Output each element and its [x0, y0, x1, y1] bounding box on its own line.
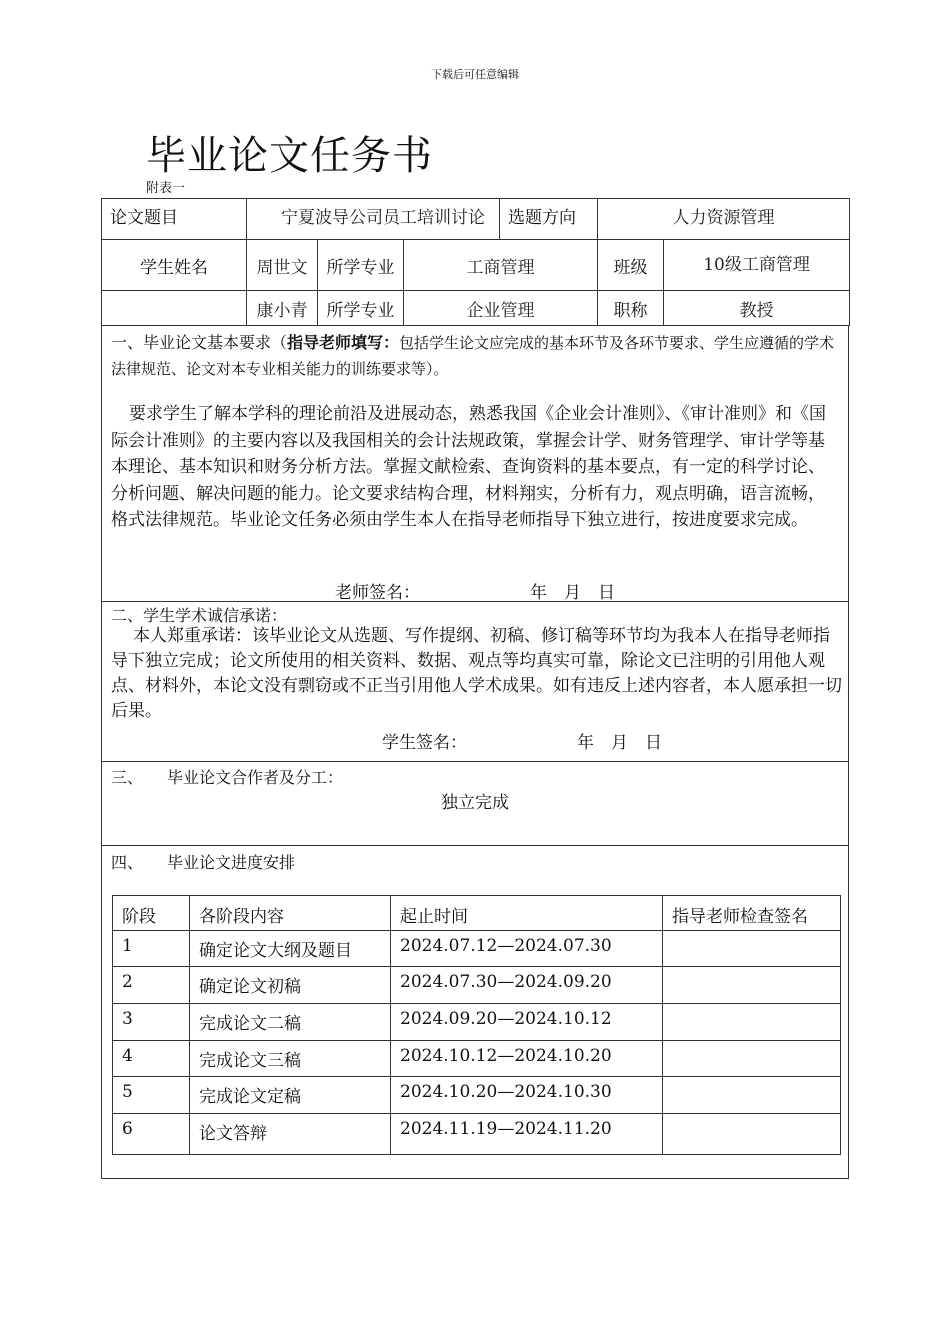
info-row-advisor	[102, 291, 850, 326]
info-table	[101, 198, 850, 326]
direction-value: 人力资源管理	[598, 199, 850, 240]
schedule-header-row	[113, 896, 841, 931]
stage-signature-cell	[663, 967, 841, 1004]
class-label: 班级	[598, 240, 664, 291]
info-row-title	[102, 199, 850, 240]
thesis-title-value: 宁夏波导公司员工培训讨论	[247, 199, 500, 240]
stage-signature-cell	[663, 931, 841, 967]
schedule-table	[112, 895, 841, 1155]
student-name-value: 周世文	[247, 240, 318, 291]
stage-number: 2	[113, 967, 190, 1004]
column-header-stage: 阶段	[113, 896, 190, 931]
teacher-signature-date: 年 月 日	[530, 583, 615, 603]
document-title: 毕业论文任务书	[146, 133, 433, 179]
header-note: 下载后可任意编辑	[431, 68, 519, 81]
section1-body: 要求学生了解本学科的理论前沿及进展动态，熟悉我国《企业会计准则》、《审计准则》和《国际会计准则》的主要内容以及我国相关的会计法规政策，掌握会计学、财务管理学、审计学等基本理论、基本知识和财务分析方法。掌握文献检索、查询资料的基本要点，有一定的科学讨论、分析问题、解决问题的能力。论文要求结构合理，材料翔实，分析有力，观点明确，语言流畅，格式法律规范。毕业论文任务必须由学生本人在指导老师指导下独立进行，按进度要求完成。	[111, 404, 826, 530]
stage-number: 6	[113, 1114, 190, 1155]
section1-heading-rest: 包括学生论文应完成的基本环节及各环节要求、学生应遵循的学术法律规范、论文对本专业相关能力的训练要求等）。	[111, 334, 835, 378]
table-row	[113, 967, 841, 1004]
section1-heading	[111, 330, 841, 382]
section1-signature-line	[102, 578, 848, 603]
stage-period: 2024.10.20—2024.10.30	[391, 1077, 663, 1114]
divider	[102, 845, 848, 846]
student-name-label: 学生姓名	[102, 240, 247, 291]
table-row	[113, 931, 841, 967]
table-row	[113, 1041, 841, 1077]
section1-heading-prefix: 一、毕业论文基本要求（	[111, 333, 288, 352]
table-row	[113, 1114, 841, 1155]
student-signature-date: 年 月 日	[577, 733, 662, 753]
section1-heading-bold: 指导老师填写：	[287, 333, 400, 352]
stage-period: 2024.11.19—2024.11.20	[391, 1114, 663, 1155]
stage-period: 2024.10.12—2024.10.20	[391, 1041, 663, 1077]
advisor-name-value: 康小青	[247, 291, 318, 326]
class-value: 10级工商管理	[664, 240, 850, 291]
section2-body: 本人郑重承诺：该毕业论文从选题、写作提纲、初稿、修订稿等环节均为我本人在指导老师指导下独立完成；论文所使用的相关资料、数据、观点等均真实可靠，除论文已注明的引用他人观点、材料外，本论文没有剽窃或不正当引用他人学术成果。如有违反上述内容者，本人愿承担一切后果。	[111, 626, 842, 721]
stage-period: 2024.07.12—2024.07.30	[391, 931, 663, 967]
stage-content: 确定论文大纲及题目	[190, 931, 391, 967]
stage-content: 完成论文三稿	[190, 1041, 391, 1077]
attachment-label: 附表一	[146, 181, 186, 196]
stage-content: 完成论文定稿	[190, 1077, 391, 1114]
stage-number: 3	[113, 1004, 190, 1041]
advisor-title-value: 教授	[664, 291, 850, 326]
stage-content: 完成论文二稿	[190, 1004, 391, 1041]
student-signature-label: 学生签名：	[382, 733, 467, 753]
table-row	[113, 1004, 841, 1041]
section3-body: 独立完成	[441, 793, 509, 813]
task-sections	[101, 325, 849, 1179]
student-major-value: 工商管理	[404, 240, 598, 291]
section4-heading: 四、 毕业论文进度安排	[111, 853, 296, 872]
stage-signature-cell	[663, 1004, 841, 1041]
teacher-signature-label: 老师签名：	[335, 583, 420, 603]
info-row-student	[102, 240, 850, 291]
stage-number: 4	[113, 1041, 190, 1077]
column-header-signature: 指导老师检查签名	[663, 896, 841, 931]
stage-period: 2024.07.30—2024.09.20	[391, 967, 663, 1004]
column-header-period: 起止时间	[391, 896, 663, 931]
advisor-title-label: 职称	[598, 291, 664, 326]
thesis-title-label: 论文题目	[102, 199, 247, 240]
direction-label: 选题方向	[500, 199, 598, 240]
advisor-name-label	[102, 291, 247, 326]
divider	[102, 601, 848, 602]
stage-signature-cell	[663, 1041, 841, 1077]
advisor-major-value: 企业管理	[404, 291, 598, 326]
section3-heading: 三、 毕业论文合作者及分工：	[111, 768, 344, 787]
stage-period: 2024.09.20—2024.10.12	[391, 1004, 663, 1041]
stage-number: 5	[113, 1077, 190, 1114]
divider	[102, 761, 848, 762]
student-major-label: 所学专业	[318, 240, 404, 291]
stage-signature-cell	[663, 1077, 841, 1114]
table-row	[113, 1077, 841, 1114]
section2-signature-line	[102, 728, 848, 753]
column-header-content: 各阶段内容	[190, 896, 391, 931]
stage-content: 论文答辩	[190, 1114, 391, 1155]
stage-signature-cell	[663, 1114, 841, 1155]
section2-heading: 二、学生学术诚信承诺：	[111, 606, 288, 625]
stage-content: 确定论文初稿	[190, 967, 391, 1004]
advisor-major-label: 所学专业	[318, 291, 404, 326]
stage-number: 1	[113, 931, 190, 967]
